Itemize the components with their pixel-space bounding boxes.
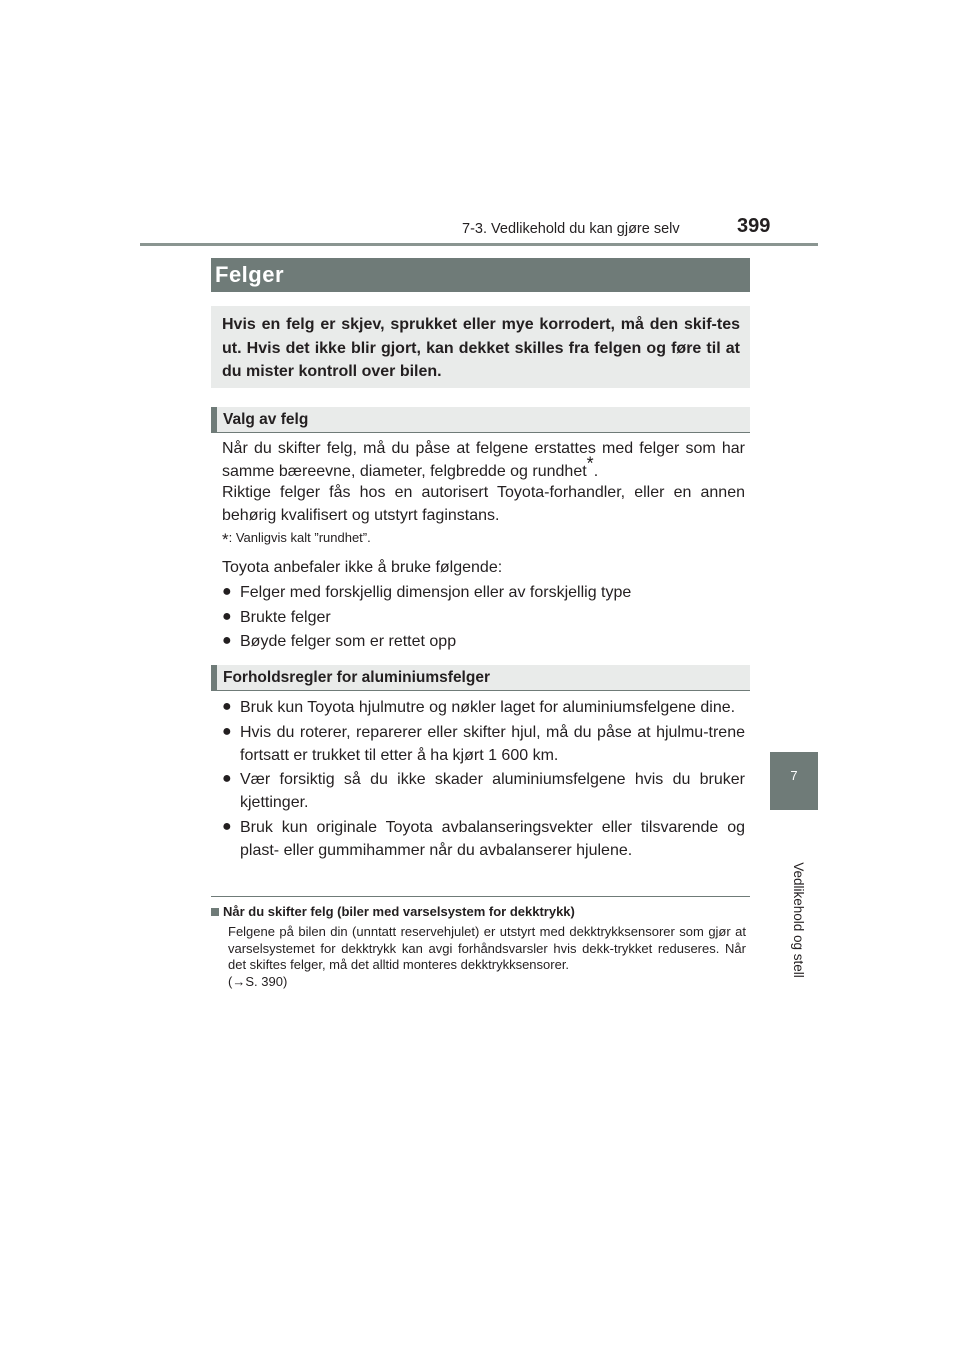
section1-paragraph-1: Når du skifter felg, må du påse at felgene erstattes med felger som har samme bæreevne, diameter, felgbredde og rundhet*. — [222, 440, 745, 480]
bullet-icon: ● — [222, 632, 232, 649]
chapter-number: 7 — [790, 768, 798, 783]
section-heading-marker — [211, 407, 217, 432]
square-bullet-icon — [211, 908, 219, 916]
list-item: ● Hvis du roterer, reparerer eller skifter hjul, må du påse at hjulmu-trene fortsatt er trukket til etter å ha kjørt 1 600 km. — [222, 721, 745, 767]
bullet-icon: ● — [222, 698, 232, 715]
section-heading-rule — [211, 432, 750, 433]
chapter-title: Vedlikehold og stell — [791, 862, 806, 978]
list-item: ● Bøyde felger som er rettet opp — [222, 630, 745, 653]
list-item: ● Bruk kun originale Toyota avbalanseringsvekter eller tilsvarende og plast- eller gummihammer når du avbalanserer hjulene. — [222, 816, 745, 862]
footnote-text: : Vanligvis kalt ”rundhet”. — [228, 530, 371, 545]
bullet-icon: ● — [222, 583, 232, 600]
footnote — [222, 530, 371, 550]
note-text: Felgene på bilen din (unntatt reservehjulet) er utstyrt med dekktrykksensorer som gjør at varselsystemet for dekktrykk kan avgi forhåndsvarsler hvis dekk-trykket reduseres. Når det skiftes felger, må det alltid monteres dekktrykksensorer. (→S. 390) — [228, 924, 746, 989]
list-item: ● Vær forsiktig så du ikke skader aluminiumsfelgene hvis du bruker kjettinger. — [222, 768, 745, 814]
section-heading-valg-av-felg: Valg av felg — [223, 411, 309, 428]
note-rule — [211, 896, 750, 897]
intro-text: Hvis en felg er skjev, sprukket eller mye korrodert, må den skif-tes ut. Hvis det ikke blir gjort, kan dekket skilles fra felgen og føre til at du mister kontroll over bilen. — [222, 316, 740, 380]
section-heading-marker — [211, 665, 217, 690]
section1-paragraph-2: Riktige felger fås hos en autorisert Toyota-forhandler, eller en annen behørig kvalifisert og utstyrt faginstans. — [222, 484, 745, 524]
page-number: 399 — [737, 215, 771, 237]
list-item: ● Bruk kun Toyota hjulmutre og nøkler laget for aluminiumsfelgene dine. — [222, 696, 745, 719]
page-title-bar — [211, 258, 750, 292]
footnote-mark: * — [222, 530, 229, 549]
header-rule — [140, 243, 818, 246]
list-item: ● Felger med forskjellig dimensjon eller av forskjellig type — [222, 581, 745, 604]
arrow-right-icon: → — [232, 973, 246, 989]
bullet-icon: ● — [222, 770, 232, 787]
list-item: ● Brukte felger — [222, 606, 745, 629]
section2-bullet-list — [222, 696, 745, 862]
bullet-icon: ● — [222, 607, 232, 625]
recommend-intro: Toyota anbefaler ikke å bruke følgende: — [222, 559, 503, 576]
section-heading-aluminiumsfelger: Forholdsregler for aluminiumsfelger — [223, 669, 490, 686]
section1-bullet-list — [222, 581, 745, 653]
bullet-icon: ● — [222, 817, 232, 835]
note-title: Når du skifter felg (biler med varselsystem for dekktrykk) — [211, 904, 575, 919]
header-section-title: 7-3. Vedlikehold du kan gjøre selv — [462, 221, 680, 237]
bullet-icon: ● — [222, 722, 232, 740]
section-heading-rule — [211, 690, 750, 691]
page-reference: S. 390 — [245, 973, 283, 989]
asterisk-mark: * — [586, 453, 594, 474]
page-title: Felger — [215, 262, 285, 287]
